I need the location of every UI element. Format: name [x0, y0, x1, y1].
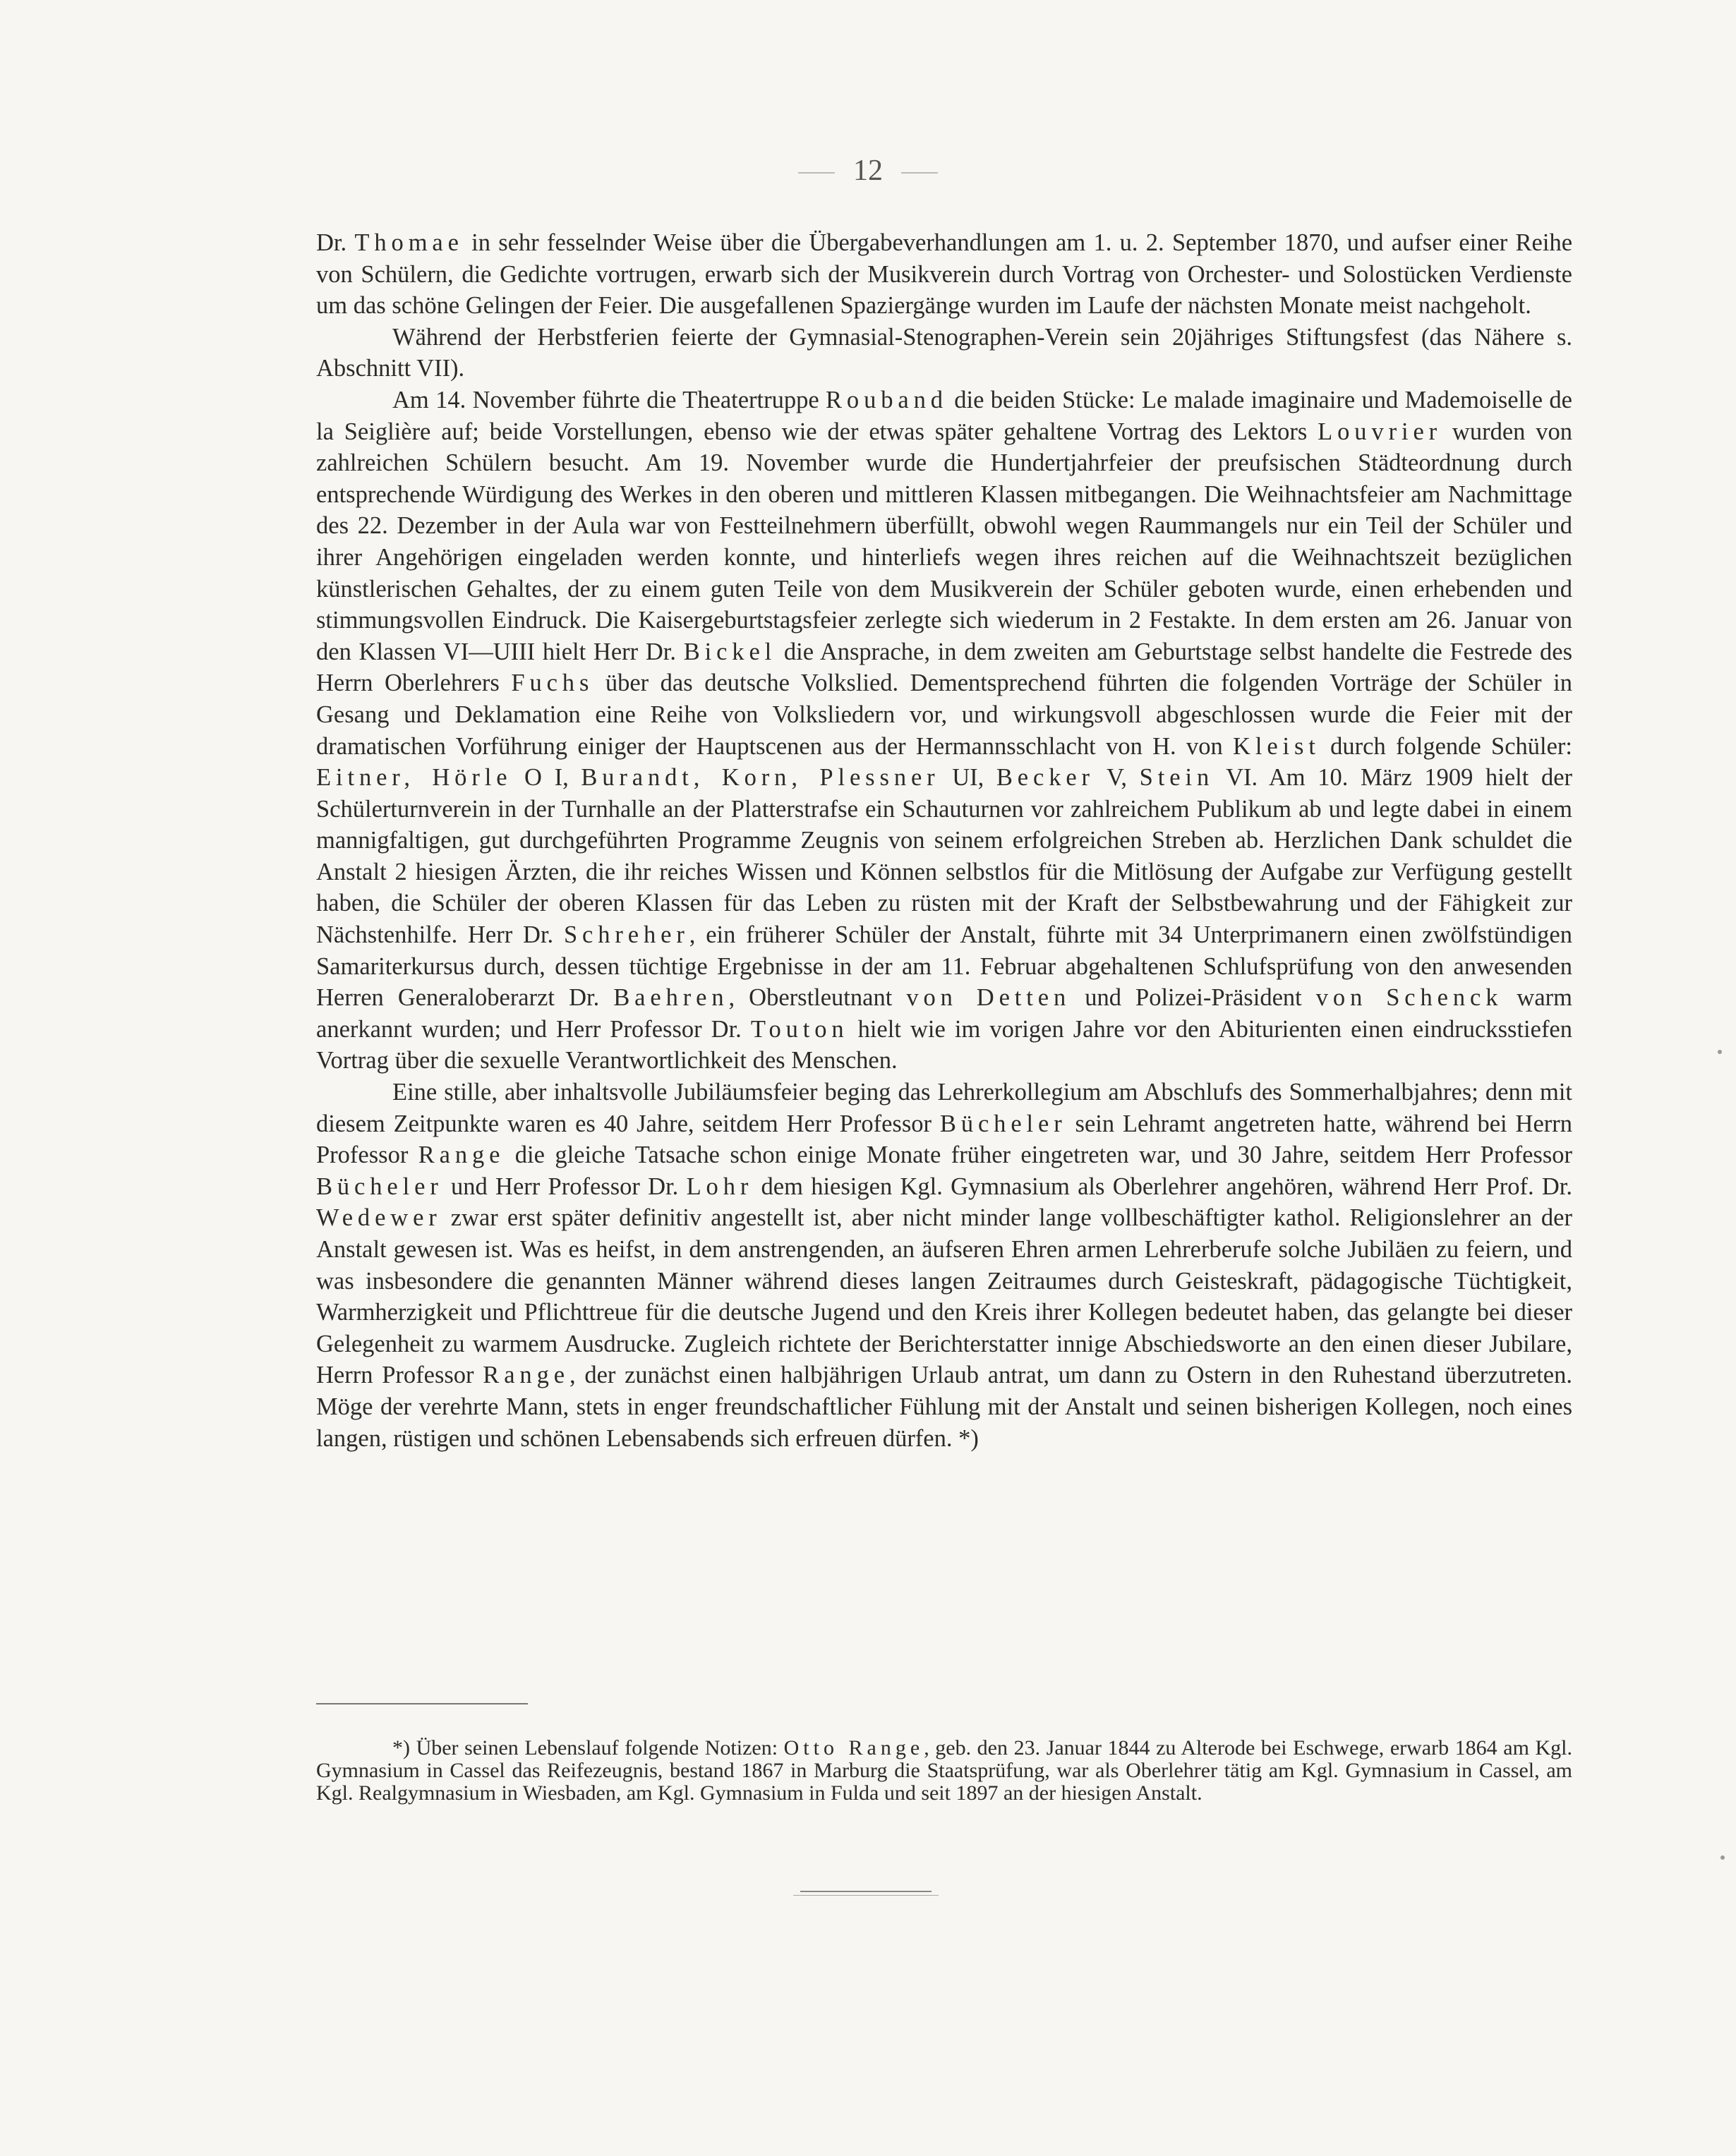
- spaced-name: Bücheler: [939, 1110, 1067, 1137]
- body-text: [316, 227, 1572, 1454]
- spaced-name: Kleist: [1233, 732, 1320, 760]
- text-run: dem hiesigen Kgl. Gymnasium als Oberlehrer angehören, während Herr Prof. Dr.: [753, 1173, 1572, 1200]
- footnote: [316, 1737, 1572, 1804]
- text-run: hielt wie im vorigen Jahre vor den Abiturienten einen eindrucksstiefen Vortrag über die sexuelle Verantwortlichkeit des Menschen.: [316, 1015, 1572, 1074]
- spaced-name: Eitner, Hörle: [316, 764, 512, 792]
- text-run: über das deutsche Volkslied. Dementsprechend führten die folgenden Vorträge der Schüler in Gesang und Deklamation eine Reihe von Volksliedern vor, und wirkungsvoll abgeschlossen wurde die Feier mit der dramatischen Vorführung einiger der Hauptscenen aus der Hermannsschlacht von H. von: [316, 670, 1572, 760]
- paragraph: [316, 227, 1572, 322]
- spaced-name: von Schenck: [1315, 984, 1503, 1012]
- page-number: 12: [853, 155, 883, 187]
- spaced-name: Range: [483, 1362, 569, 1389]
- spaced-name: Bücheler: [316, 1173, 443, 1200]
- end-ornament: [800, 1891, 932, 1892]
- text-run: O I,: [512, 764, 581, 792]
- spaced-name: von Detten: [906, 984, 1071, 1012]
- text-run: Während der Herbstferien feierte der Gymnasial-Stenographen-Verein sein 20jähriges Stiftungsfest (das Nähere s. Abschnitt VII).: [316, 323, 1572, 382]
- text-run: zwar erst später definitiv angestellt ist, aber nicht minder lange vollbeschäftigter kathol. Religionslehrer an der Anstalt gewesen ist. Was es heifst, in dem anstrengenden, an äufseren Ehren armen Lehrerberufe solche Jubiläen zu feiern, und was insbesondere die genannten Männer während dieses langen Zeitraumes durch Geisteskraft, pädagogische Tüchtigkeit, Warmherzigkeit und Pflichttreue für die deutsche Jugend und den Kreis ihrer Kollegen bedeutet haben, das gelangte bei dieser Gelegenheit zu warmem Ausdrucke. Zugleich richtete der Berichterstatter innige Abschiedsworte an den einen dieser Jubilare, Herrn Professor: [316, 1204, 1572, 1389]
- text-run: , ein früherer Schüler der Anstalt, führte mit 34 Unterprimanern einen zwölfstündigen Samariterkursus durch, dessen tüchtige Ergebnisse in der am 11. Februar abgehaltenen Schlufsprüfung von den anwesenden Herren Generaloberarzt Dr.: [316, 921, 1572, 1012]
- spaced-name: Schreher: [563, 921, 689, 949]
- paragraph: [316, 322, 1572, 384]
- spaced-name: Baehren: [613, 984, 729, 1012]
- spaced-name: Becker: [996, 764, 1095, 792]
- page-number-line: [0, 154, 1736, 188]
- text-run: *) Über seinen Lebenslauf folgende Notizen:: [392, 1736, 784, 1760]
- end-ornament-line: [793, 1895, 939, 1896]
- spaced-name: Louvrier: [1318, 418, 1442, 445]
- text-run: und Herr Professor Dr.: [442, 1173, 687, 1200]
- text-run: in sehr fesselnder Weise über die Übergabeverhandlungen am 1. u. 2. September 1870, und aufser einer Reihe von Schülern, die Gedichte vortrugen, erwarb sich der Musikverein durch Vortrag von Orchester- und Solostücken Verdienste um das schöne Gelingen der Feier. Die ausgefallenen Spaziergänge wurden im Laufe der nächsten Monate meist nachgeholt.: [316, 229, 1573, 320]
- spaced-name: Lohr: [686, 1173, 754, 1200]
- dash-right: [901, 172, 938, 174]
- text-run: sein Lehramt angetreten hatte, während bei Herrn Professor: [316, 1110, 1572, 1169]
- scan-speck: [1718, 1050, 1722, 1054]
- footnote-separator: [316, 1703, 528, 1704]
- text-run: Eine stille, aber inhaltsvolle Jubiläumsfeier beging das Lehrerkollegium am Abschlufs des Sommerhalbjahres; denn mit diesem Zeitpunkte waren es 40 Jahre, seitdem Herr Professor: [316, 1079, 1572, 1137]
- text-run: , der zunächst einen halbjährigen Urlaub antrat, um dann zu Ostern in den Ruhestand überzutreten. Möge der verehrte Mann, stets in enger freundschaftlicher Fühlung mit der Anstalt und seinen bisherigen Kollegen, noch eines langen, rüstigen und schönen Lebensabends sich erfreuen dürfen. *): [316, 1362, 1572, 1452]
- text-run: durch folgende Schüler:: [1320, 732, 1572, 760]
- spaced-name: Otto Range: [783, 1736, 924, 1760]
- text-run: und Polizei-Präsident: [1071, 984, 1316, 1012]
- text-run: VI. Am 10. März 1909 hielt der Schülerturnverein in der Turnhalle an der Platterstrafse ein Schauturnen vor zahlreichem Publikum ab und legte dabei in einem mannigfaltigen, gut durchgeführten Programme Zeugnis von seinem erfolgreichen Streben ab. Herzlichen Dank schuldet die Anstalt 2 hiesigen Ärzten, die ihr reiches Wissen und Können selbstlos für die Mitlösung der Aufgabe zur Verfügung gestellt haben, die Schüler der oberen Klassen für das Leben zu rüsten mit der Kraft der Selbstbewahrung und der Fähigkeit zur Nächstenhilfe. Herr Dr.: [316, 764, 1572, 949]
- scan-speck: [1720, 1855, 1725, 1860]
- paragraph: [316, 1077, 1572, 1454]
- text-run: Am 14. November führte die Theatertruppe: [392, 386, 826, 413]
- spaced-name: Stein: [1139, 764, 1214, 792]
- text-run: Dr.: [316, 229, 355, 256]
- text-run: die gleiche Tatsache schon einige Monate früher eingetreten war, und 30 Jahre, seitdem Herr Professor: [505, 1141, 1572, 1169]
- spaced-name: Burandt, Korn, Plessner: [581, 764, 940, 792]
- paragraph: [316, 384, 1572, 1077]
- footnote-paragraph: [316, 1737, 1572, 1804]
- text-run: wurden von zahlreichen Schülern besucht. Am 19. November wurde die Hundertjahrfeier der preufsischen Städteordnung durch entsprechende Würdigung des Werkes in den oberen und mittleren Klassen mitbegangen. Die Weihnachtsfeier am Nachmittage des 22. Dezember in der Aula war von Festteilnehmern überfüllt, obwohl wegen Raummangels nur ein Teil der Schüler und ihrer Angehörigen eingeladen werden konnte, und hinterliefs wegen ihres reichen auf die Weihnachtszeit bezüglichen künstlerischen Gehaltes, der zu einem guten Teile von dem Musikverein der Schüler geboten wurde, einen erhebenden und stimmungsvollen Eindruck. Die Kaisergeburtstagsfeier zerlegte sich wiederum in 2 Festakte. In dem ersten am 26. Januar von den Klassen VI—UIII hielt Herr Dr.: [316, 418, 1572, 665]
- spaced-name: Thomae: [354, 229, 464, 256]
- text-run: , Oberstleutnant: [728, 984, 907, 1012]
- spaced-name: Touton: [750, 1015, 849, 1043]
- text-run: , geb. den 23. Januar 1844 zu Alterode bei Eschwege, erwarb 1864 am Kgl. Gymnasium in Cassel das Reifezeugnis, bestand 1867 in Marburg die Staatsprüfung, war als Oberlehrer tätig am Kgl. Gymnasium in Cassel, am Kgl. Realgymnasium in Wiesbaden, am Kgl. Gymnasium in Fulda und seit 1897 an der hiesigen Anstalt.: [316, 1736, 1572, 1805]
- text-run: V,: [1094, 764, 1140, 792]
- text-run: UI,: [939, 764, 996, 792]
- spaced-name: Fuchs: [511, 670, 594, 697]
- spaced-name: Rouband: [826, 386, 948, 413]
- spaced-name: Range: [418, 1141, 505, 1169]
- text-run: warm anerkannt wurden; und Herr Professor Dr.: [316, 984, 1572, 1043]
- spaced-name: Wedewer: [316, 1204, 442, 1232]
- dash-left: [798, 172, 835, 174]
- text-run: die Ansprache, in dem zweiten am Geburtstage selbst handelte die Festrede des Herrn Oberlehrers: [316, 638, 1572, 697]
- text-run: die beiden Stücke: Le malade imaginaire und Mademoiselle de la Seiglière auf; beide Vorstellungen, ebenso wie der etwas später gehaltene Vortrag des Lektors: [316, 386, 1572, 445]
- spaced-name: Bickel: [683, 638, 777, 665]
